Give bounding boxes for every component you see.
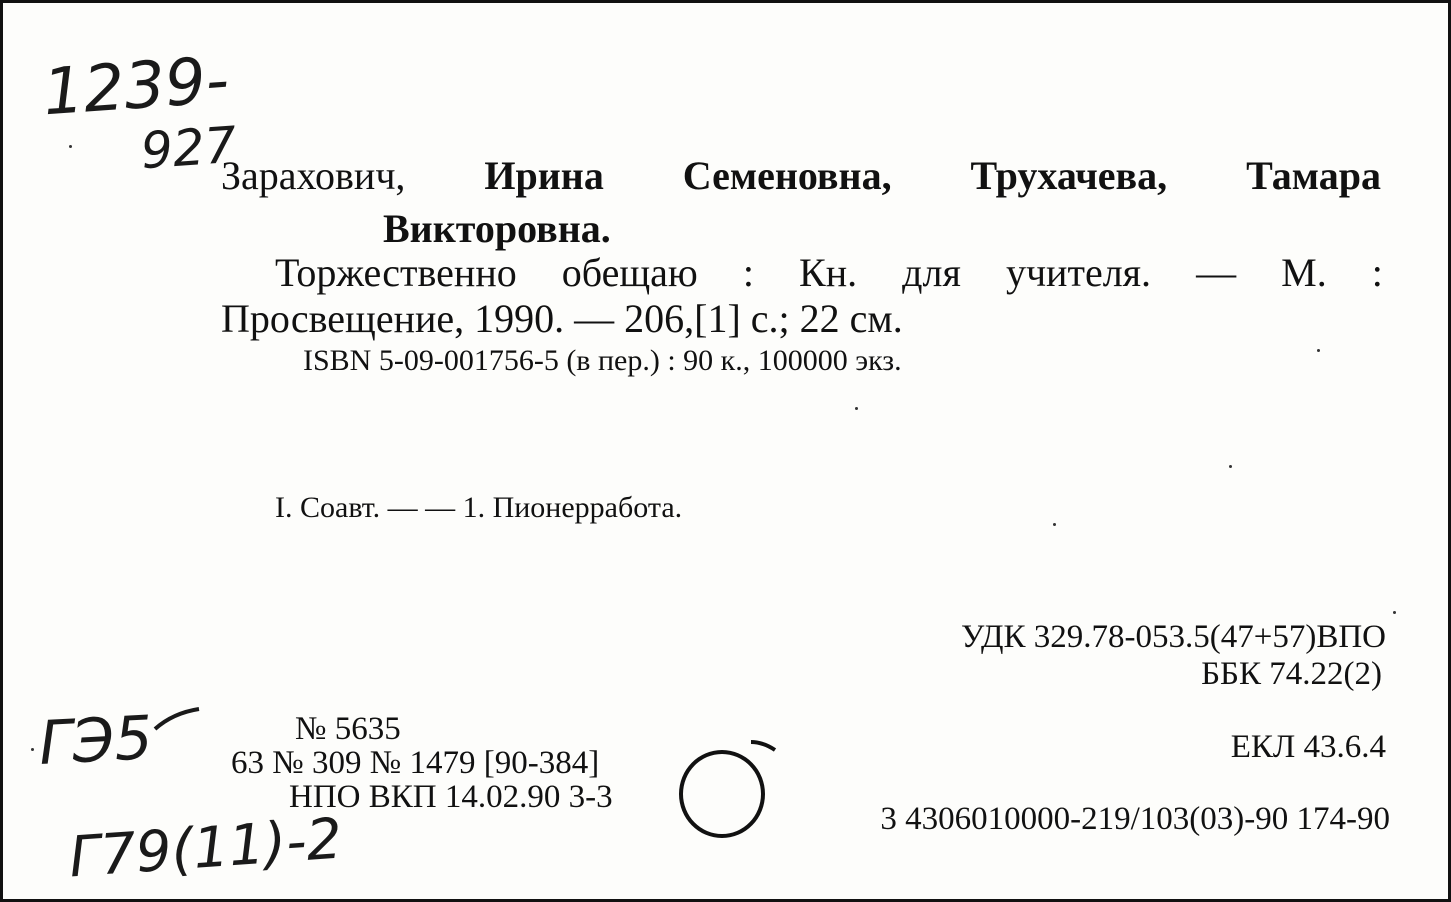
author-word: Семеновна, — [682, 153, 892, 198]
scan-speck — [1393, 611, 1396, 614]
title-word: : — [742, 250, 754, 295]
scan-speck — [855, 407, 858, 410]
catalog-code-line: 3 4306010000-219/103(03)-90 174-90 — [880, 801, 1390, 837]
stamp-circle — [679, 750, 765, 838]
isbn-line: ISBN 5-09-001756-5 (в пер.) : 90 к., 100000 экз. — [303, 344, 902, 377]
handwritten-call-number-top: 1239- — [40, 43, 232, 131]
scan-speck — [1053, 523, 1056, 526]
title-word: М. — [1281, 250, 1327, 295]
title-word: Торжественно — [275, 250, 517, 295]
scan-speck — [1229, 465, 1232, 468]
print-line: 63 № 309 № 1479 [90-384] — [231, 745, 600, 781]
handwritten-call-number-bottom: 927 — [139, 115, 239, 181]
scan-speck — [69, 145, 72, 148]
npo-line: НПО ВКП 14.02.90 3-3 — [289, 779, 613, 815]
udk-code: УДК 329.78-053.5(47+57)ВПО — [960, 619, 1386, 655]
ekl-code: ЕКЛ 43.6.4 — [1230, 729, 1386, 765]
handwritten-stroke — [153, 703, 203, 733]
title-word: обещаю — [561, 250, 698, 295]
scan-speck — [31, 748, 34, 751]
title-word: Кн. — [799, 250, 858, 295]
author-word: Ирина — [484, 153, 604, 198]
stamp-mark — [749, 738, 779, 758]
order-number: № 5635 — [295, 711, 401, 747]
title-line-1 — [275, 250, 1383, 295]
title-word: учителя. — [1005, 250, 1152, 295]
bbk-code: ББК 74.22(2) — [1201, 656, 1382, 692]
author-word: Тамара — [1246, 153, 1381, 198]
author-word: Трухачева, — [970, 153, 1168, 198]
subjects-line: I. Соавт. — — 1. Пионерработа. — [275, 491, 683, 524]
title-word: — — [1196, 250, 1237, 295]
handwritten-mark-bottom: Г79(11)-2 — [67, 806, 345, 891]
scan-speck — [1317, 349, 1320, 352]
title-word: для — [902, 250, 961, 295]
handwritten-mark-left: ГЭ5 — [37, 703, 155, 779]
title-word: : — [1371, 250, 1383, 295]
author-word: Зарахович, — [221, 153, 406, 198]
title-line-2: Просвещение, 1990. — 206,[1] с.; 22 см. — [221, 296, 903, 341]
author-line-2: Викторовна. — [383, 206, 611, 251]
author-line-1 — [221, 153, 1381, 198]
